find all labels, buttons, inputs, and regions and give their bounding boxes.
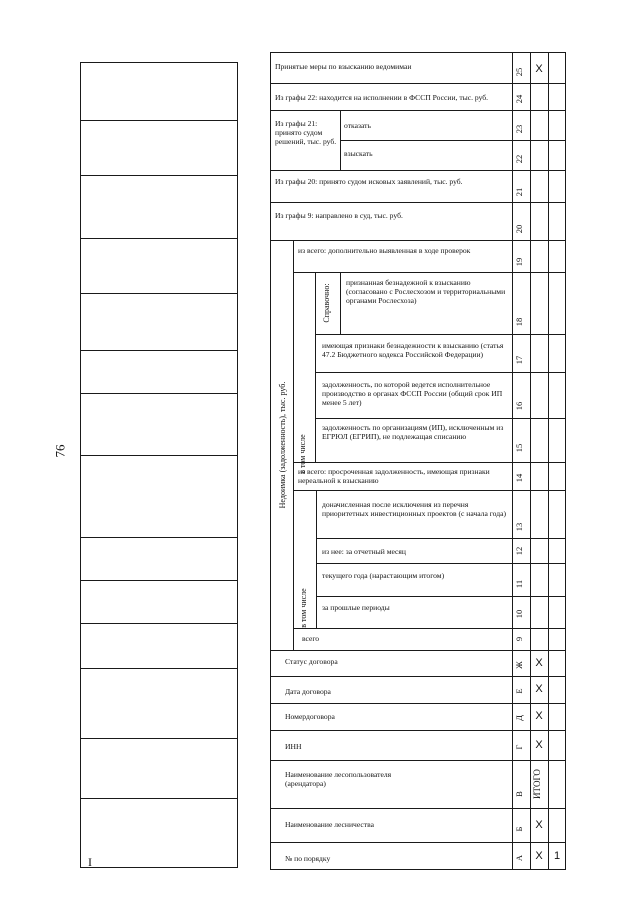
row-line <box>293 462 566 463</box>
row-line <box>340 140 566 141</box>
col-num-21: 21 <box>514 187 524 197</box>
row-label-9: всего <box>302 634 320 643</box>
col-num-24: 24 <box>514 94 524 104</box>
group-line-incl1 <box>315 272 316 462</box>
col-num-20: 20 <box>514 224 524 234</box>
left-table-line <box>80 293 238 294</box>
left-table-line <box>80 623 238 624</box>
col-num-22: 22 <box>514 154 524 164</box>
col-letter-e: Е <box>514 688 524 694</box>
left-blank-table <box>80 62 238 868</box>
row-label-21: Из графы 20: принято судом исковых заявлений, тыс. руб. <box>275 177 463 186</box>
row-line <box>315 418 566 419</box>
row-label-15: задолженность по организациям (ИП), исключенным из ЕГРЮЛ (ЕГРИП), не подлежащая списанию <box>322 423 504 441</box>
mark-d: Х <box>535 710 543 722</box>
row-label-20: Из графы 9: направлено в суд, тыс. руб. <box>275 211 403 220</box>
left-table-line <box>80 798 238 799</box>
col-num-19: 19 <box>514 257 524 267</box>
row-label-18: признанная безнадежной к взысканию (согласовано с Рослесхозом и территориальными органами Рослесхоза) <box>346 278 506 305</box>
extra-a: 1 <box>553 850 561 862</box>
row-label-13: доначисленная после исключения из перечня приоритетных инвестиционных проектов (с начала года) <box>322 500 506 518</box>
col-letter-zh: Ж <box>514 661 524 669</box>
row-line <box>270 83 566 84</box>
col-letter-b: Б <box>514 826 524 832</box>
row-line <box>293 272 566 273</box>
row-line <box>270 170 566 171</box>
row-label-24: Из графы 22: находится на исполнении в ФССП России, тыс. руб. <box>275 93 489 102</box>
row-line <box>270 730 566 731</box>
row-line <box>270 202 566 203</box>
left-table-line <box>80 238 238 239</box>
col-num-23: 23 <box>514 124 524 134</box>
mark-itogo: ИТОГО <box>532 769 542 799</box>
row-line <box>270 240 566 241</box>
row-label-16: задолженность, по которой ведется исполнительное производство в органах ФССП России (общий срок ИП менее 5 лет) <box>322 380 503 407</box>
mark-zh: Х <box>535 657 543 669</box>
row-label-19: из всего: дополнительно выявленная в ходе проверок <box>298 246 471 255</box>
row-label-14: из всего: просроченная задолженность, имеющая признаки нереальной к взысканию <box>298 467 490 485</box>
row-label-a: № по порядку <box>285 854 331 863</box>
vertical-label-incl-2: в том числе <box>299 588 308 628</box>
left-table-line <box>80 120 238 121</box>
col-num-13: 13 <box>514 522 524 532</box>
group-line-incl2 <box>316 490 317 628</box>
mark-a: Х <box>535 850 543 862</box>
group-line-ref <box>340 272 341 334</box>
col-num-25: 25 <box>514 67 524 77</box>
mark-b: Х <box>535 819 543 831</box>
row-line <box>315 372 566 373</box>
vertical-label-arrears: Недоимка (задолженность), тыс. руб. <box>278 381 287 509</box>
row-line <box>293 490 566 491</box>
col-line-extra <box>548 52 549 870</box>
col-letter-v: В <box>514 791 524 797</box>
row-line <box>270 808 566 809</box>
row-line <box>293 628 566 629</box>
col-num-12: 12 <box>514 546 524 556</box>
left-table-line <box>80 175 238 176</box>
row-line <box>270 650 566 651</box>
row-label-17: имеющая признаки безнадежности к взысканию (статья 47.2 Бюджетного кодекса Российской Федерации) <box>322 341 504 359</box>
col-num-16: 16 <box>514 401 524 411</box>
left-mark: I <box>88 855 92 869</box>
row-label-12: из нее: за отчетный месяц <box>322 547 406 556</box>
col-num-10: 10 <box>514 609 524 619</box>
col-letter-a: А <box>514 854 524 862</box>
col-line-mark <box>530 52 531 870</box>
left-table-line <box>80 350 238 351</box>
row-line <box>270 110 566 111</box>
row-line <box>270 703 566 704</box>
left-table-line <box>80 580 238 581</box>
col-num-14: 14 <box>514 473 524 483</box>
row-label-group-21: Из графы 21: принято судом решений, тыс. руб. <box>275 119 337 146</box>
col-num-9: 9 <box>514 636 524 642</box>
col-num-11: 11 <box>514 579 524 589</box>
row-label-d: Номердоговора <box>285 712 335 721</box>
row-line <box>270 676 566 677</box>
vertical-label-reference: Справочно: <box>322 283 331 323</box>
col-num-17: 17 <box>514 355 524 365</box>
row-line <box>315 334 566 335</box>
col-num-15: 15 <box>514 443 524 453</box>
row-label-10: за прошлые периоды <box>322 603 390 612</box>
page-number: 76 <box>52 444 68 458</box>
left-table-line <box>80 393 238 394</box>
col-letter-d: Д <box>514 715 524 721</box>
left-table-line <box>80 668 238 669</box>
row-label-23: отказать <box>344 121 371 130</box>
row-label-11: текущего года (нарастающим итогом) <box>322 571 445 580</box>
group-line-main <box>293 240 294 650</box>
row-label-b: Наименование лесничества <box>285 820 374 829</box>
vertical-label-incl-1: в том числе <box>298 434 307 474</box>
row-label-22: взыскать <box>344 149 373 158</box>
row-line <box>316 596 566 597</box>
left-table-line <box>80 455 238 456</box>
left-table-line <box>80 537 238 538</box>
row-label-g: ИНН <box>285 742 302 751</box>
col-letter-g: Г <box>514 744 524 750</box>
row-line <box>270 760 566 761</box>
col-num-18: 18 <box>514 317 524 327</box>
row-label-e: Дата договора <box>285 687 331 696</box>
row-line <box>316 538 566 539</box>
row-line <box>270 842 566 843</box>
row-label-v: Наименование лесопользователя (арендатора) <box>285 770 392 788</box>
mark-e: Х <box>535 683 543 695</box>
mark-25: Х <box>535 63 543 75</box>
row-line <box>316 563 566 564</box>
row-label-zh: Статус договора <box>285 657 338 666</box>
mark-g: Х <box>535 739 543 751</box>
left-table-line <box>80 738 238 739</box>
row-label-25: Принятые меры по взысканию ведомимаи <box>275 62 412 71</box>
